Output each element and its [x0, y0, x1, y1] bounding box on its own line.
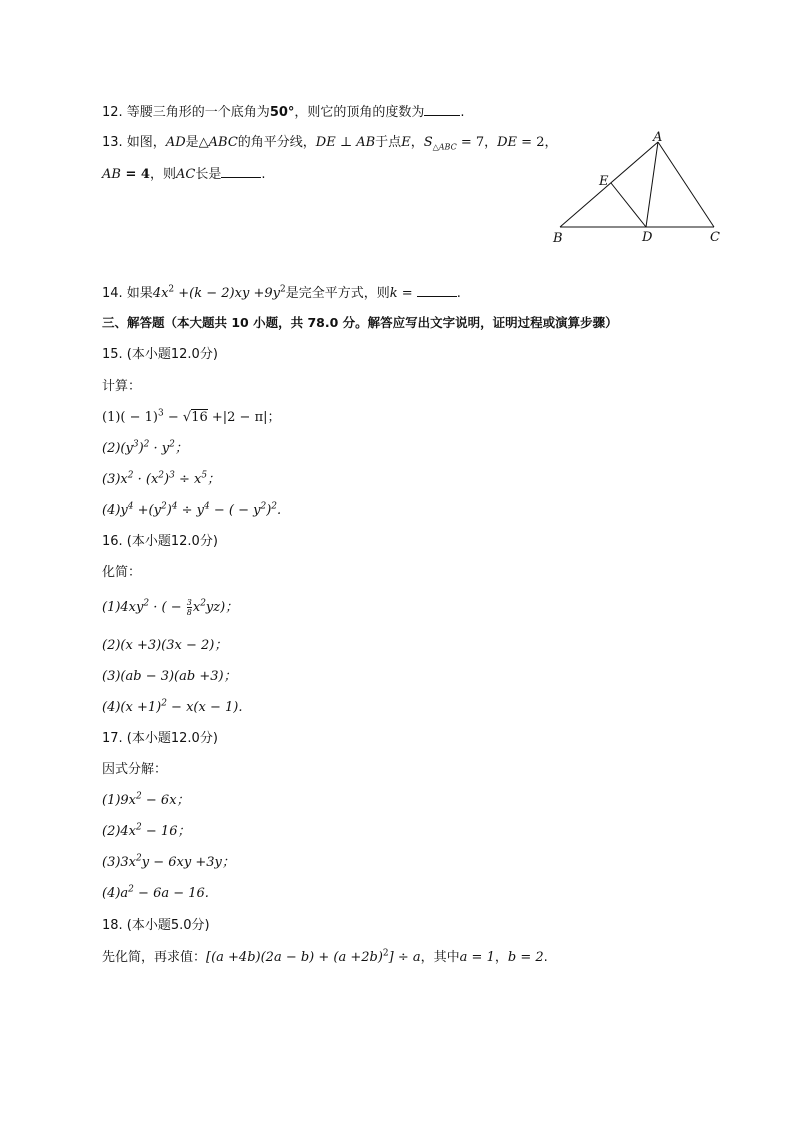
q14-text-2: 是完全平方式，则: [285, 286, 390, 301]
q14-text: 14. 如果: [102, 286, 153, 301]
q13-text-2: 的角平分线，: [237, 135, 316, 150]
triangle-figure: [548, 130, 728, 250]
q12-angle: 50°: [269, 105, 295, 120]
q13-ad: AD: [165, 135, 186, 150]
q16-heading: 16. (本小题12.0分): [102, 534, 218, 549]
q18-text-2: ，其中: [420, 950, 460, 965]
q16-part-2: (2)(x +3)(3x − 2)；: [102, 638, 228, 653]
q17-p3a: (3)3x: [102, 855, 137, 870]
fraction: [187, 598, 192, 617]
q13-eq1: = 7，: [456, 135, 498, 150]
q16-p1b: · ( −: [149, 600, 186, 615]
q18-period: .: [543, 950, 548, 965]
q17-part-2: [102, 823, 190, 841]
segment-de: [611, 183, 646, 227]
q15-p4-f: − ( − y: [209, 503, 261, 518]
q16-p1-exp: 2: [143, 598, 150, 609]
answer-blank: [424, 103, 460, 116]
q18-a-value: a = 1: [459, 950, 495, 965]
q17-p2b: − 16；: [141, 824, 191, 839]
q16-part-1: [102, 598, 238, 617]
q13-ac: AC: [175, 167, 196, 182]
q13-text-6: 长是: [195, 167, 222, 182]
q12-text: 12. 等腰三角形的一个底角为: [102, 105, 270, 120]
q16-p1d: yz)；: [205, 600, 239, 615]
q13-area-sub: △ABC: [432, 142, 457, 152]
q13-text: 13. 如图，: [102, 135, 166, 150]
question-12: 12. 等腰三角形的一个底角为50°，则它的顶角的度数为 .: [102, 105, 465, 120]
q15-p4-d: ÷ y: [177, 503, 205, 518]
label-d: D: [642, 230, 653, 245]
q13-triangle: △ABC: [198, 135, 238, 150]
q15-p3-f: ；: [207, 472, 221, 487]
q15-p4-exp1: 4: [127, 501, 134, 512]
q15-heading: 15. (本小题12.0分): [102, 347, 218, 362]
q17-p1b: − 6x；: [141, 793, 190, 808]
q17-part-1: [102, 792, 190, 810]
label-b: B: [553, 231, 563, 246]
q14-exp-2: 2: [279, 284, 286, 295]
q15-p2-exp1: 3: [132, 439, 139, 450]
q17-task: 因式分解：: [102, 762, 168, 777]
q17-heading: 17. (本小题12.0分): [102, 731, 218, 746]
q15-p3-exp2: 2: [158, 470, 165, 481]
q18-text: 先化简，再求值：: [102, 950, 207, 965]
q13-text-3: 于点: [375, 135, 402, 150]
q15-p4-exp6: 2: [271, 501, 278, 512]
q15-p4-exp4: 4: [204, 501, 210, 512]
q15-p3-exp1: 2: [127, 470, 134, 481]
q13-de-2: DE: [497, 135, 518, 150]
q15-p2-c: · y: [149, 441, 170, 456]
q15-p4: (4)y: [102, 503, 128, 518]
q14-expr-1: 4x: [152, 286, 169, 301]
q15-p4-h: .: [277, 503, 282, 518]
q14-exp-1: 2: [168, 284, 175, 295]
q17-part-4: [102, 885, 209, 903]
q15-p3: (3)x: [102, 472, 128, 487]
q15-p3-exp3: 3: [169, 470, 175, 481]
q15-sqrt-value: 16: [191, 410, 208, 425]
q13-de: DE: [315, 135, 336, 150]
sqrt: √16: [182, 410, 208, 425]
q15-p3-d: ÷ x: [174, 472, 202, 487]
q17-p2-exp: 2: [136, 822, 142, 833]
q15-p1-exp: 3: [158, 408, 164, 419]
q18-expr-2: ] ÷ a: [388, 950, 421, 965]
q14-k: k: [389, 286, 398, 301]
q15-p4-exp3: 4: [171, 501, 178, 512]
question-14: 14. 如果$4x^2 +(k - 2)xy +9y^2$是完全平方式，则k = .: [102, 284, 461, 301]
q13-area-symbol: S: [423, 135, 433, 150]
q18-b-value: b = 2: [507, 950, 544, 965]
q16-p1a: (1)4xy: [102, 600, 144, 615]
question-13: [102, 134, 557, 152]
q15-p1: (1)( − 1): [102, 410, 158, 425]
q16-part-3: (3)(ab − 3)(ab +3)；: [102, 669, 237, 684]
q15-p3-b: · (x: [133, 472, 159, 487]
q18-body: [102, 949, 548, 967]
frac-den: 8: [186, 608, 192, 617]
q18-expr: [(a +4b)(2a − b) + (a +2b): [206, 950, 383, 965]
q15-p3-c: ): [164, 472, 170, 487]
q13-text-5: ，则: [149, 167, 176, 182]
q17-p3b: y − 6xy +3y；: [141, 855, 235, 870]
q17-p3-exp: 2: [136, 853, 142, 864]
q13-e: E: [401, 135, 411, 150]
question-13-line2: AB = 4，则AC长是 .: [102, 167, 266, 182]
q15-p2-exp2: 2: [143, 439, 150, 450]
q16-part-4: [102, 699, 242, 717]
q16-p4-exp: 2: [161, 698, 167, 709]
q14-eq: =: [397, 286, 417, 301]
q14-expr-2: +(k − 2)xy +9y: [174, 286, 280, 301]
q15-p2: (2)(y: [102, 441, 133, 456]
answer-blank: [221, 165, 261, 178]
q15-part-1: [102, 409, 281, 427]
q15-p4-exp2: 2: [160, 501, 167, 512]
answer-blank: [417, 284, 457, 297]
q12-text-2: ，则它的顶角的度数为: [294, 105, 425, 120]
q13-text-4: ，: [410, 135, 424, 150]
frac-num: 3: [186, 598, 192, 607]
q15-p4-g: ): [266, 503, 272, 518]
q15-p4-b: +(y: [133, 503, 161, 518]
q17-p2a: (2)4x: [102, 824, 137, 839]
q18-exp: 2: [382, 948, 389, 959]
q16-task: 化简：: [102, 565, 142, 580]
q15-part-4: [102, 502, 281, 520]
q15-p1-minus: −: [163, 410, 183, 425]
q15-part-2: [102, 440, 188, 458]
q15-part-3: [102, 471, 220, 489]
q16-p1c: x: [192, 600, 201, 615]
q13-ab-value: = 4: [120, 167, 150, 182]
q13-ab: AB: [356, 135, 376, 150]
segment-ad: [646, 142, 658, 227]
q18-comma: ，: [494, 950, 508, 965]
q15-p4-c: ): [166, 503, 172, 518]
q17-p1a: (1)9x: [102, 793, 137, 808]
q15-p3-exp4: 5: [201, 470, 208, 481]
side-ab: [560, 142, 658, 227]
q13-perp: ⊥: [335, 135, 357, 150]
q17-p4-exp: 2: [128, 884, 134, 895]
section-heading: 三、解答题（本大题共 10 小题，共 78.0 分。解答应写出文字说明，证明过程或演算步骤）: [102, 315, 618, 330]
q16-p1-exp2: 2: [200, 598, 206, 609]
side-ac: [658, 142, 714, 227]
q16-p4b: − x(x − 1).: [166, 700, 243, 715]
label-a: A: [653, 130, 663, 145]
q15-p4-exp5: 2: [260, 501, 267, 512]
q17-p1-exp: 2: [136, 791, 142, 802]
q13-text-1: 是: [185, 135, 199, 150]
q13-eq2: = 2，: [517, 135, 558, 150]
q15-p2-d: ；: [174, 441, 188, 456]
label-e: E: [599, 174, 609, 189]
q16-p4a: (4)(x +1): [102, 700, 162, 715]
q17-p4a: (4)a: [102, 886, 129, 901]
q15-p2-b: ): [138, 441, 144, 456]
q17-part-3: [102, 854, 235, 872]
q13-ab-2: AB: [102, 167, 121, 182]
q18-heading: 18. (本小题5.0分): [102, 918, 210, 933]
label-c: C: [710, 230, 720, 245]
q17-p4b: − 6a − 16.: [133, 886, 209, 901]
q15-p1-rest: +|2 − π|；: [207, 410, 281, 425]
q15-p2-exp3: 2: [169, 439, 175, 450]
q15-task: 计算：: [102, 379, 142, 394]
